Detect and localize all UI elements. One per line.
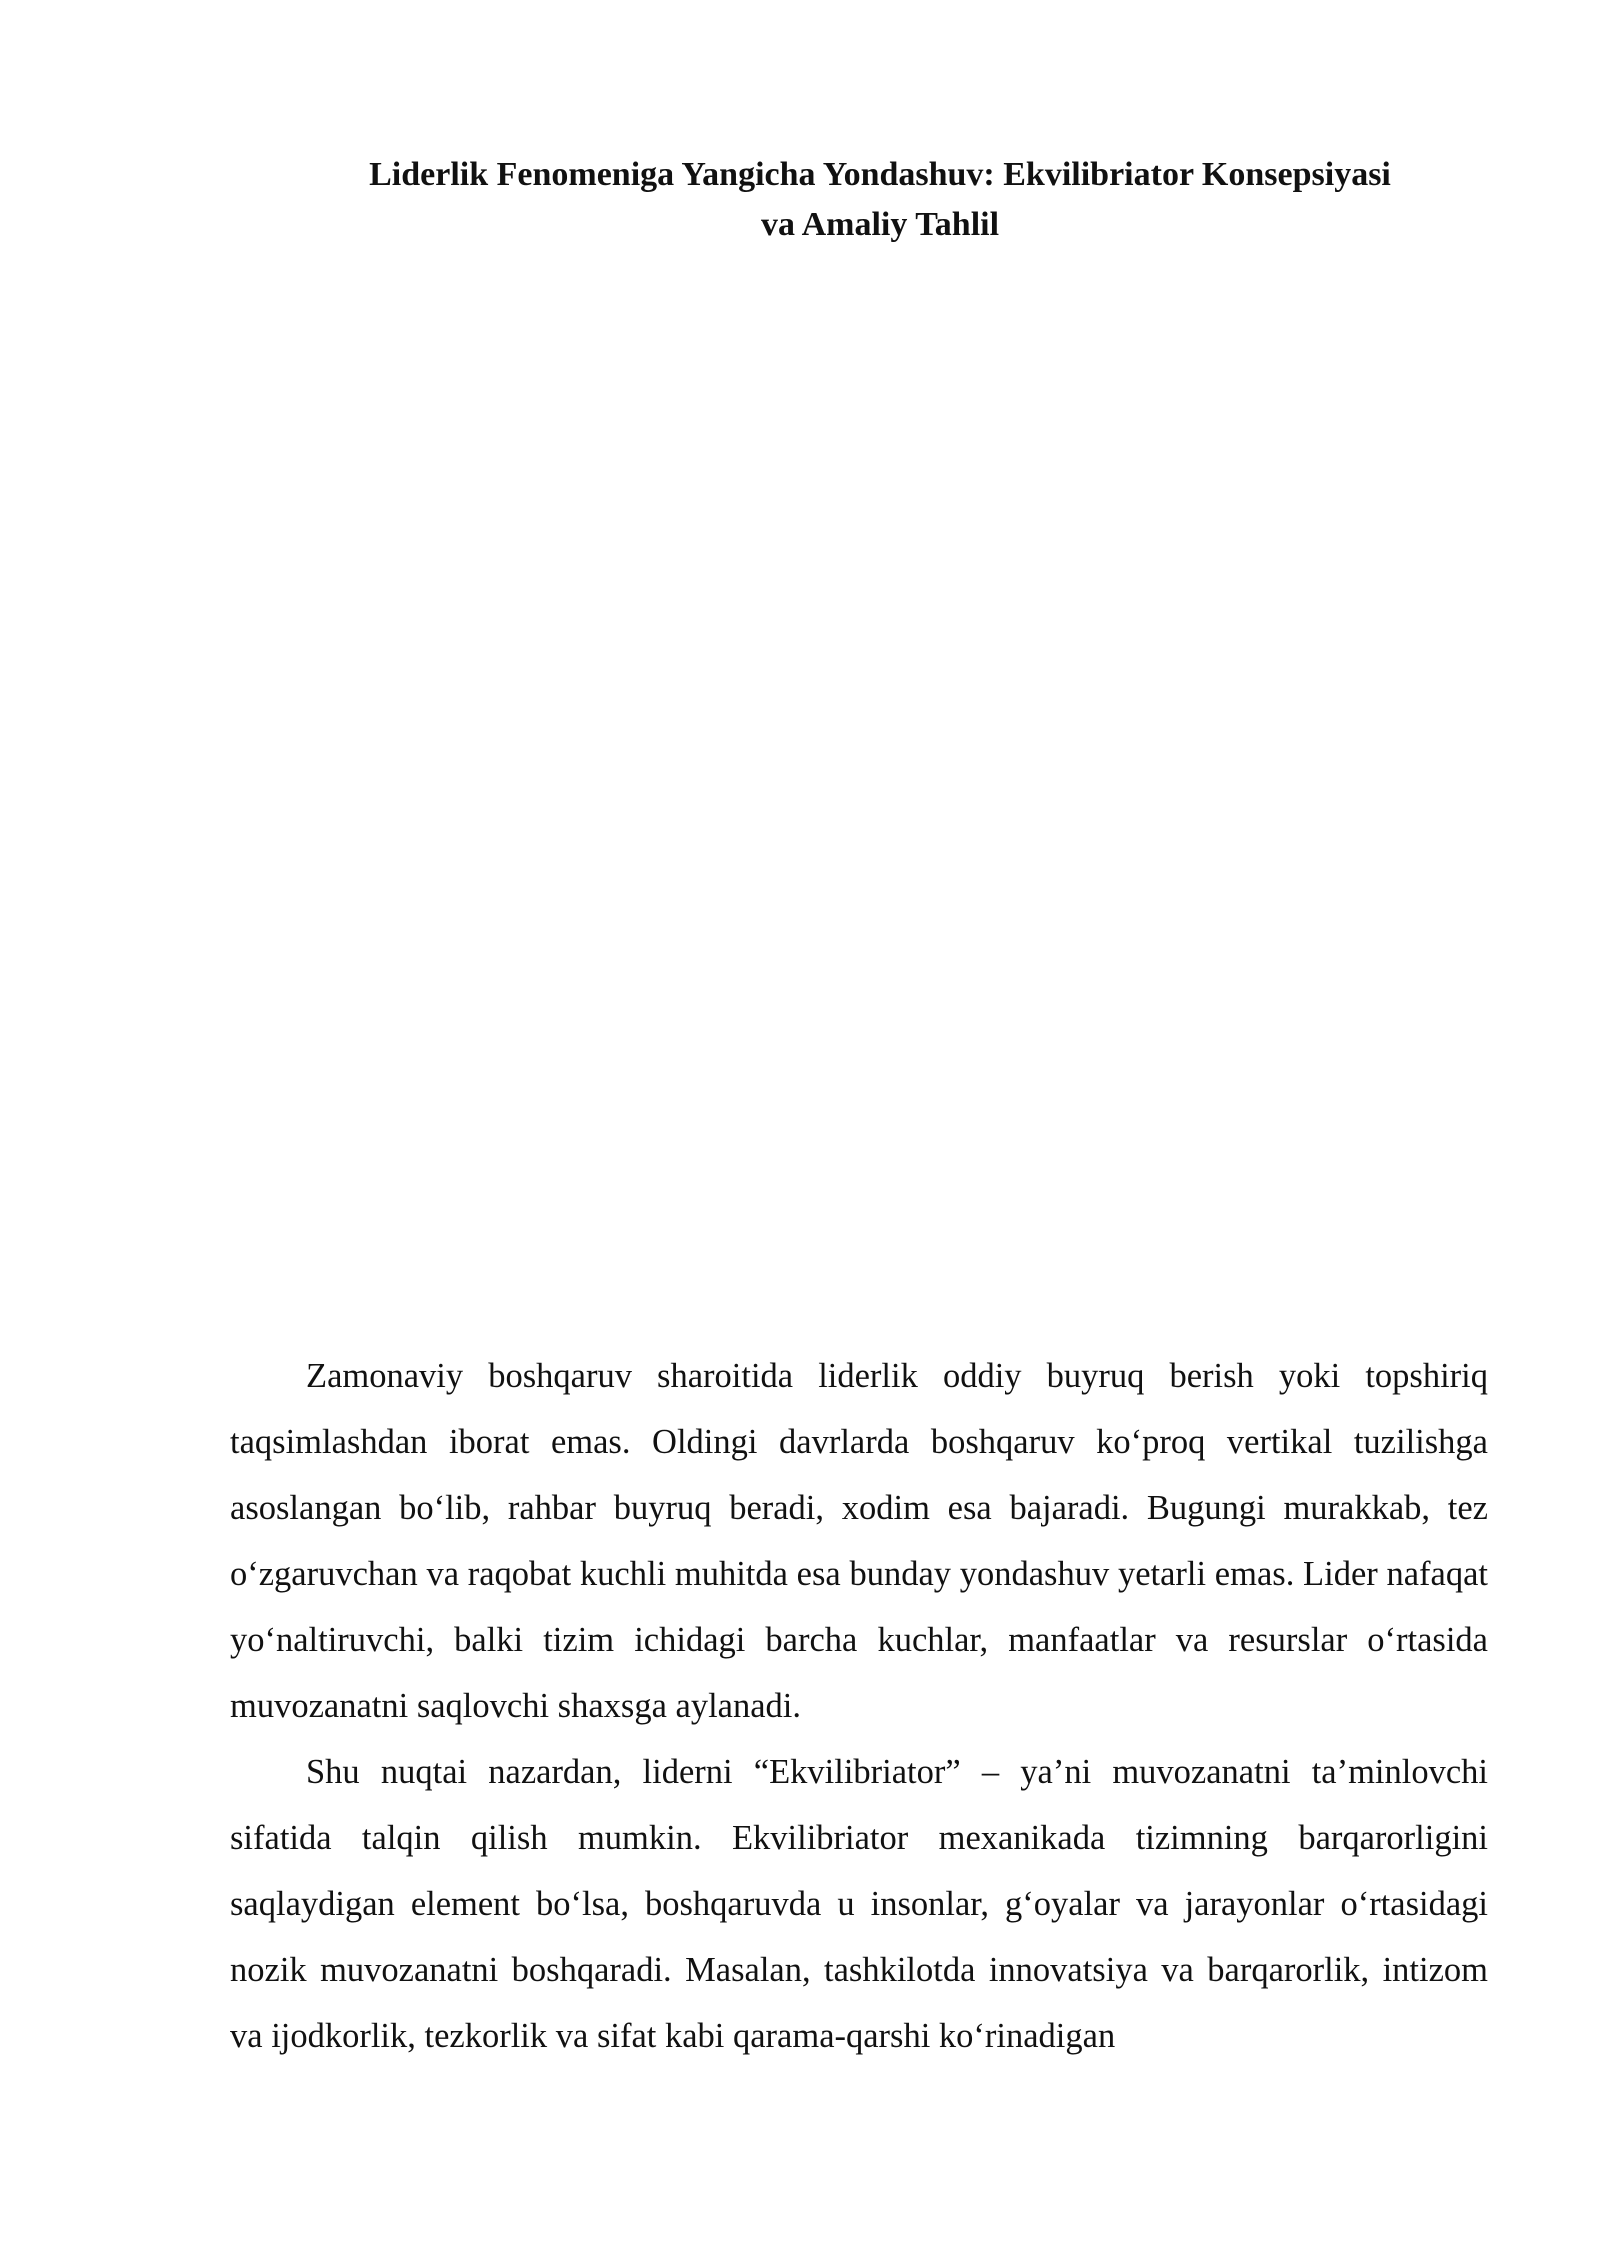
title-line-1: Liderlik Fenomeniga Yangicha Yondashuv: Ekvilibriator Konsepsiyasi bbox=[369, 156, 1391, 193]
body-text bbox=[230, 1343, 1488, 2069]
title-line-2: va Amaliy Tahlil bbox=[760, 206, 1000, 243]
paragraph-2: Shu nuqtai nazardan, liderni “Ekvilibriator” – ya’ni muvozanatni ta’minlovchi sifatida talqin qilish mumkin. Ekvilibriator mexanikada tizimning barqarorligini saqlaydigan element bo‘lsa, boshqaruvda u insonlar, g‘oyalar va jarayonlar o‘rtasidagi nozik muvozanatni boshqaradi. Masalan, tashkilotda innovatsiya va barqarorlik, intizom va ijodkorlik, tezkorlik va sifat kabi qarama-qarshi ko‘rinadigan bbox=[230, 1753, 1488, 2055]
document-title bbox=[230, 150, 1530, 250]
paragraph-1: Zamonaviy boshqaruv sharoitida liderlik oddiy buyruq berish yoki topshiriq taqsimlashdan iborat emas. Oldingi davrlarda boshqaruv ko‘proq vertikal tuzilishga asoslangan bo‘lib, rahbar buyruq beradi, xodim esa bajaradi. Bugungi murakkab, tez o‘zgaruvchan va raqobat kuchli muhitda esa bunday yondashuv yetarli emas. Lider nafaqat yo‘naltiruvchi, balki tizim ichidagi barcha kuchlar, manfaatlar va resurslar o‘rtasida muvozanatni saqlovchi shaxsga aylanadi. bbox=[230, 1357, 1488, 1725]
